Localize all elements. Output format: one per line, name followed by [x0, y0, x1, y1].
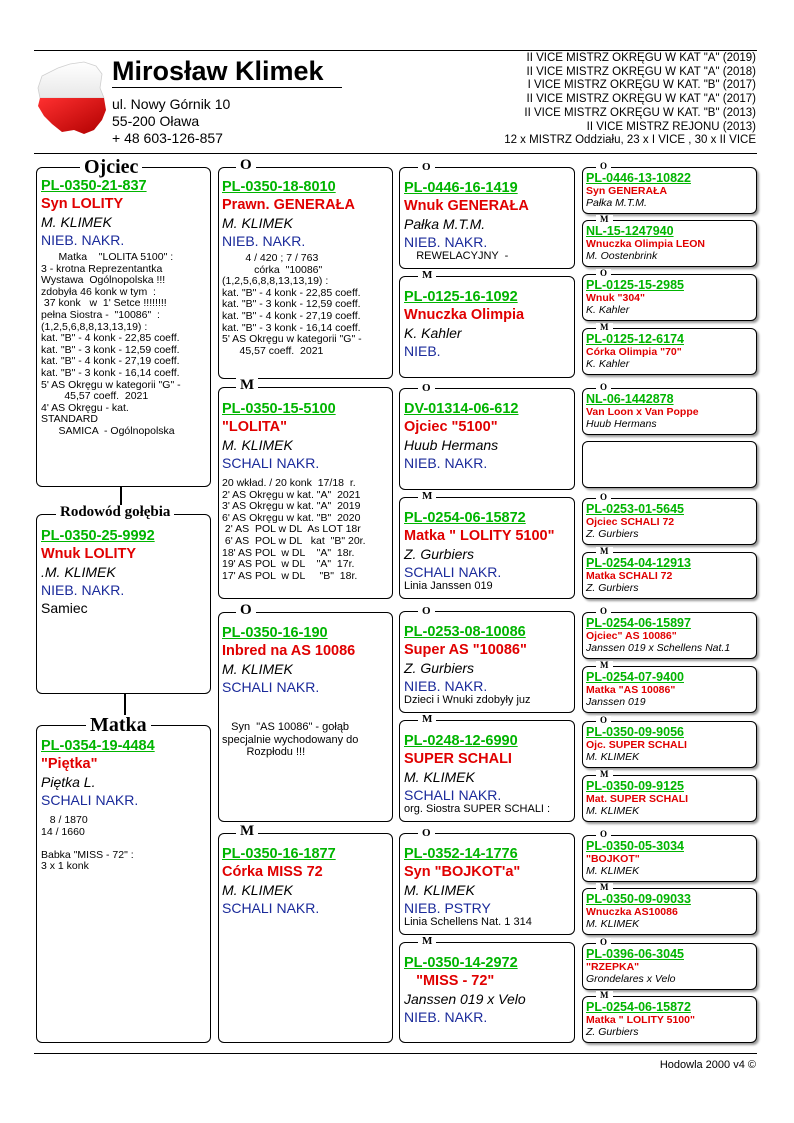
g4-card-15	[582, 943, 757, 990]
mf-ring-number: PL-0350-16-190	[222, 625, 328, 641]
mother-color: SCHALI NAKR.	[41, 792, 139, 808]
g4-sex-label: M	[596, 883, 613, 892]
g4-ring-number: PL-0254-07-9400	[586, 670, 684, 684]
mmf-sex-label: O	[418, 828, 435, 839]
mf-breeder: M. KLIMEK	[222, 661, 293, 677]
subject-breeder: .M. KLIMEK	[41, 564, 116, 580]
mf-sex-label: O	[236, 603, 256, 618]
footer-rule	[34, 1053, 757, 1054]
g4-name: Wnuk "304"	[586, 292, 645, 304]
mf-card	[218, 612, 393, 822]
mmm-name: "MISS - 72"	[404, 973, 495, 989]
mfm-notes: org. Siostra SUPER SCHALI :	[404, 803, 551, 815]
g4-breeder: Janssen 019 x Schellens Nat.1	[586, 642, 731, 654]
g4-ring-number: PL-0125-12-6174	[586, 332, 684, 346]
fm-color: SCHALI NAKR.	[222, 455, 320, 471]
mmm-color: NIEB. NAKR.	[404, 1009, 488, 1025]
ffm-ring-number: PL-0125-16-1092	[404, 289, 518, 305]
g4-ring-number: PL-0350-09-9125	[586, 779, 684, 793]
g4-breeder: Z. Gurbiers	[586, 528, 639, 540]
connector-mother	[124, 694, 126, 716]
g4-breeder: Pałka M.T.M.	[586, 197, 647, 209]
title-line: II VICE MISTRZ OKRĘGU W KAT "A" (2019)	[526, 52, 756, 64]
fff-color: NIEB. NAKR.	[404, 234, 488, 250]
fm-sex-label: M	[236, 378, 258, 393]
g4-sex-label: O	[596, 938, 611, 947]
g4-ring-number: PL-0350-09-09033	[586, 892, 691, 906]
father-card	[36, 167, 211, 487]
g4-card-10	[582, 666, 757, 713]
mfm-ring-number: PL-0248-12-6990	[404, 733, 518, 749]
fmf-sex-label: O	[418, 383, 435, 394]
g4-breeder: M. KLIMEK	[586, 751, 640, 763]
mother-card	[36, 725, 211, 1043]
mmf-ring-number: PL-0352-14-1776	[404, 846, 518, 862]
mf-notes: Syn "AS 10086" - gołąb specjalnie wychodowany do Rozpłodu !!!	[222, 721, 359, 758]
g4-sex-label: O	[596, 830, 611, 839]
g4-card-6-empty	[582, 441, 757, 488]
g4-sex-label: M	[596, 323, 613, 332]
mff-ring-number: PL-0253-08-10086	[404, 624, 526, 640]
mm-color: SCHALI NAKR.	[222, 900, 320, 916]
fmf-breeder: Huub Hermans	[404, 437, 499, 453]
g4-ring-number: PL-0350-09-9056	[586, 725, 684, 739]
mff-sex-label: O	[418, 606, 435, 617]
g4-card-4	[582, 328, 757, 375]
g4-ring-number: PL-0446-13-10822	[586, 171, 691, 185]
g4-sex-label: M	[596, 661, 613, 670]
g4-card-5	[582, 388, 757, 435]
g4-card-2	[582, 220, 757, 267]
g4-card-8	[582, 552, 757, 599]
g4-sex-label: O	[596, 607, 611, 616]
owner-titles	[504, 52, 756, 148]
ffm-name: Wnuczka Olimpia	[404, 307, 525, 323]
fff-card	[399, 167, 575, 269]
g4-ring-number: PL-0125-15-2985	[586, 278, 684, 292]
fmm-ring-number: PL-0254-06-15872	[404, 510, 526, 526]
mother-breeder: Piętka L.	[41, 774, 96, 790]
g4-card-1	[582, 167, 757, 214]
subject-sex: Samiec	[41, 600, 88, 616]
g4-card-11	[582, 721, 757, 768]
fff-notes: REWELACYJNY -	[404, 250, 509, 262]
top-rule	[34, 50, 757, 51]
mf-color: SCHALI NAKR.	[222, 679, 320, 695]
g4-name: Matka SCHALI 72	[586, 570, 673, 582]
ff-sex-label: O	[236, 158, 256, 173]
ff-color: NIEB. NAKR.	[222, 233, 306, 249]
ff-breeder: M. KLIMEK	[222, 215, 293, 231]
g4-name: Wnuczka Olimpia LEON	[586, 238, 706, 250]
subject-label: Rodowód gołębia	[56, 505, 174, 520]
fmf-card	[399, 388, 575, 490]
header-rule	[34, 153, 757, 154]
g4-sex-label: M	[596, 991, 613, 1000]
father-color: NIEB. NAKR.	[41, 232, 125, 248]
mff-breeder: Z. Gurbiers	[404, 660, 475, 676]
mmm-ring-number: PL-0350-14-2972	[404, 955, 518, 971]
g4-ring-number: PL-0254-06-15897	[586, 616, 691, 630]
g4-sex-label: O	[596, 162, 611, 171]
g4-ring-number: PL-0254-06-15872	[586, 1000, 691, 1014]
g4-name: Matka " LOLITY 5100"	[586, 1014, 695, 1026]
fmm-notes: Linia Janssen 019	[404, 580, 493, 592]
g4-card-7	[582, 498, 757, 545]
fm-breeder: M. KLIMEK	[222, 437, 293, 453]
owner-name-underline	[112, 87, 342, 88]
mmf-card	[399, 833, 575, 935]
ff-ring-number: PL-0350-18-8010	[222, 179, 336, 195]
fmm-name: Matka " LOLITY 5100"	[404, 528, 555, 544]
fm-card	[218, 387, 393, 599]
fmm-sex-label: M	[418, 491, 436, 502]
address-phone: + 48 603-126-857	[112, 130, 223, 146]
title-line: I VICE MISTRZ OKRĘGU W KAT. "B" (2017)	[527, 79, 756, 92]
father-ring-number: PL-0350-21-837	[41, 178, 147, 194]
fm-ring-number: PL-0350-15-5100	[222, 401, 336, 417]
mother-notes: 8 / 1870 14 / 1660 Babka "MISS - 72" : 3 x 1 konk	[41, 814, 134, 873]
mother-label: Matka	[86, 715, 151, 735]
mm-name: Córka MISS 72	[222, 864, 323, 880]
g4-breeder: Grondelares x Velo	[586, 973, 676, 985]
title-line: 12 x MISTRZ Oddziału, 23 x I VICE , 30 x II VICE	[504, 134, 756, 147]
address-street: ul. Nowy Górnik 10	[112, 96, 231, 112]
g4-sex-label: M	[596, 770, 613, 779]
fff-sex-label: O	[418, 162, 435, 173]
father-notes: Matka "LOLITA 5100" : 3 - krotna Reprezentantka Wystawa Ogólnopolska !!! zdobyła 46 konk w tym : 37 konk w 1' Setce !!!!!!!! pełna Siostra - "10086" : (1,2,5,6,8,8,13,13,19) : kat. "B" - 4 konk - 22,85 coeff. kat. "B" - 3 konk - 12,59 coeff. kat. "B" - 4 konk - 27,19 coeff. kat. "B" - 3 konk - 16,14 coeff. 5' AS Okręgu w kategorii "G" - 45,57 coeff. 2021 4' AS Okręgu - kat. STANDARD SAMICA - Ogólnopolska	[41, 251, 181, 437]
g4-sex-label: M	[596, 547, 613, 556]
mmm-breeder: Janssen 019 x Velo	[404, 991, 526, 1007]
g4-breeder: K. Kahler	[586, 304, 630, 316]
father-label: Ojciec	[80, 157, 142, 177]
fmm-card	[399, 497, 575, 599]
mm-sex-label: M	[236, 824, 258, 839]
g4-breeder: Z. Gurbiers	[586, 582, 639, 594]
g4-name: "RZEPKA"	[586, 961, 640, 973]
mm-ring-number: PL-0350-16-1877	[222, 846, 336, 862]
mfm-breeder: M. KLIMEK	[404, 769, 475, 785]
title-line: II VICE MISTRZ REJONU (2013)	[586, 120, 756, 133]
mmm-sex-label: M	[418, 936, 436, 947]
ff-notes: 4 / 420 ; 7 / 763 córka "10086" (1,2,5,6,8,8,13,13,19) : kat. "B" - 4 konk - 22,85 coeff. kat. "B" - 3 konk - 12,59 coeff. kat. "B" - 4 konk - 27,19 coeff. kat. "B" - 3 konk - 16,14 coeff. 5' AS Okręgu w kategorii "G" - 45,57 coeff. 2021	[222, 252, 362, 357]
mmm-card	[399, 942, 575, 1043]
ffm-card	[399, 276, 575, 378]
g4-card-3	[582, 274, 757, 321]
mm-card	[218, 833, 393, 1043]
g4-card-9	[582, 612, 757, 659]
father-name: Syn LOLITY	[41, 196, 124, 212]
g4-breeder: M. KLIMEK	[586, 865, 640, 877]
ffm-breeder: K. Kahler	[404, 325, 462, 341]
mfm-name: SUPER SCHALI	[404, 751, 512, 767]
g4-sex-label: O	[596, 716, 611, 725]
subject-color: NIEB. NAKR.	[41, 582, 125, 598]
g4-breeder: Huub Hermans	[586, 418, 657, 430]
fmm-color: SCHALI NAKR.	[404, 564, 502, 580]
g4-breeder: K. Kahler	[586, 358, 630, 370]
g4-ring-number: PL-0254-04-12913	[586, 556, 691, 570]
mmf-name: Syn "BOJKOT'a"	[404, 864, 521, 880]
owner-name: Mirosław Klimek	[112, 56, 324, 86]
g4-name: Wnuczka AS10086	[586, 906, 678, 918]
g4-name: Ojciec SCHALI 72	[586, 516, 675, 528]
fmm-breeder: Z. Gurbiers	[404, 546, 475, 562]
fff-breeder: Pałka M.T.M.	[404, 216, 486, 232]
g4-name: Syn GENERAŁA	[586, 185, 668, 197]
mmf-notes: Linia Schellens Nat. 1 314	[404, 916, 532, 928]
mother-name: "Piętka"	[41, 756, 98, 772]
g4-breeder: M. KLIMEK	[586, 918, 640, 930]
g4-name: Ojc. SUPER SCHALI	[586, 739, 687, 751]
g4-ring-number: PL-0350-05-3034	[586, 839, 684, 853]
mm-breeder: M. KLIMEK	[222, 882, 293, 898]
g4-ring-number: NL-06-1442878	[586, 392, 674, 406]
g4-name: Van Loon x Van Poppe	[586, 406, 699, 418]
mf-name: Inbred na AS 10086	[222, 643, 356, 659]
g4-sex-label: M	[596, 215, 613, 224]
mmf-color: NIEB. PSTRY	[404, 900, 491, 916]
g4-card-13	[582, 835, 757, 882]
title-line: II VICE MISTRZ OKRĘGU W KAT "A" (2018)	[526, 65, 756, 78]
subject-name: Wnuk LOLITY	[41, 546, 137, 562]
g4-ring-number: PL-0396-06-3045	[586, 947, 684, 961]
subject-card	[36, 514, 211, 694]
fff-ring-number: PL-0446-16-1419	[404, 180, 518, 196]
g4-card-16	[582, 996, 757, 1043]
mff-notes: Dzieci i Wnuki zdobyły juz	[404, 694, 531, 706]
mff-color: NIEB. NAKR.	[404, 678, 488, 694]
g4-name: Mat. SUPER SCHALI	[586, 793, 689, 805]
g4-breeder: M. KLIMEK	[586, 805, 640, 817]
father-breeder: M. KLIMEK	[41, 214, 112, 230]
g4-sex-label: O	[596, 383, 611, 392]
ffm-color: NIEB.	[404, 343, 441, 359]
fff-name: Wnuk GENERAŁA	[404, 198, 529, 214]
g4-name: Córka Olimpia "70"	[586, 346, 682, 358]
g4-ring-number: PL-0253-01-5645	[586, 502, 684, 516]
g4-breeder: Janssen 019	[586, 696, 646, 708]
footer-credit: Hodowla 2000 v4 ©	[659, 1059, 756, 1071]
title-line: II VICE MISTRZ OKRĘGU W KAT "A" (2017)	[526, 93, 756, 106]
fmf-ring-number: DV-01314-06-612	[404, 401, 519, 417]
poland-map-icon	[36, 58, 108, 140]
g4-name: Ojciec" AS 10086"	[586, 630, 677, 642]
fm-name: "LOLITA"	[222, 419, 288, 435]
g4-ring-number: NL-15-1247940	[586, 224, 674, 238]
g4-sex-label: O	[596, 269, 611, 278]
subject-ring-number: PL-0350-25-9992	[41, 528, 155, 544]
title-line: II VICE MISTRZ OKRĘGU W KAT. "B" (2013)	[524, 106, 756, 119]
mmf-breeder: M. KLIMEK	[404, 882, 475, 898]
g4-sex-label: O	[596, 493, 611, 502]
fm-notes: 20 wkład. / 20 konk 17/18 r. 2' AS Okręgu w kat. "A" 2021 3' AS Okręgu w kat. "A" 2019 6' AS Okręgu w kat. "B" 2020 2' AS POL w DL As LOT 18r 6' AS POL w DL kat "B" 20r. 18' AS POL w DL "A" 18r. 19' AS POL w DL "A" 17r. 17' AS POL w DL "B" 18r.	[222, 477, 366, 582]
ffm-sex-label: M	[418, 270, 436, 281]
ff-name: Prawn. GENERAŁA	[222, 197, 355, 213]
mfm-sex-label: M	[418, 714, 436, 725]
mff-card	[399, 611, 575, 713]
g4-name: "BOJKOT"	[586, 853, 640, 865]
g4-card-12	[582, 775, 757, 822]
mother-ring-number: PL-0354-19-4484	[41, 738, 155, 754]
g4-card-14	[582, 888, 757, 935]
fmf-name: Ojciec "5100"	[404, 419, 498, 435]
g4-breeder: Z. Gurbiers	[586, 1026, 639, 1038]
address-city: 55-200 Oława	[112, 113, 200, 129]
g4-name: Matka "AS 10086"	[586, 684, 676, 696]
mff-name: Super AS "10086"	[404, 642, 527, 658]
fmf-color: NIEB. NAKR.	[404, 455, 488, 471]
mfm-card	[399, 720, 575, 822]
mfm-color: SCHALI NAKR.	[404, 787, 502, 803]
g4-breeder: M. Oostenbrink	[586, 250, 658, 262]
ff-card	[218, 167, 393, 379]
